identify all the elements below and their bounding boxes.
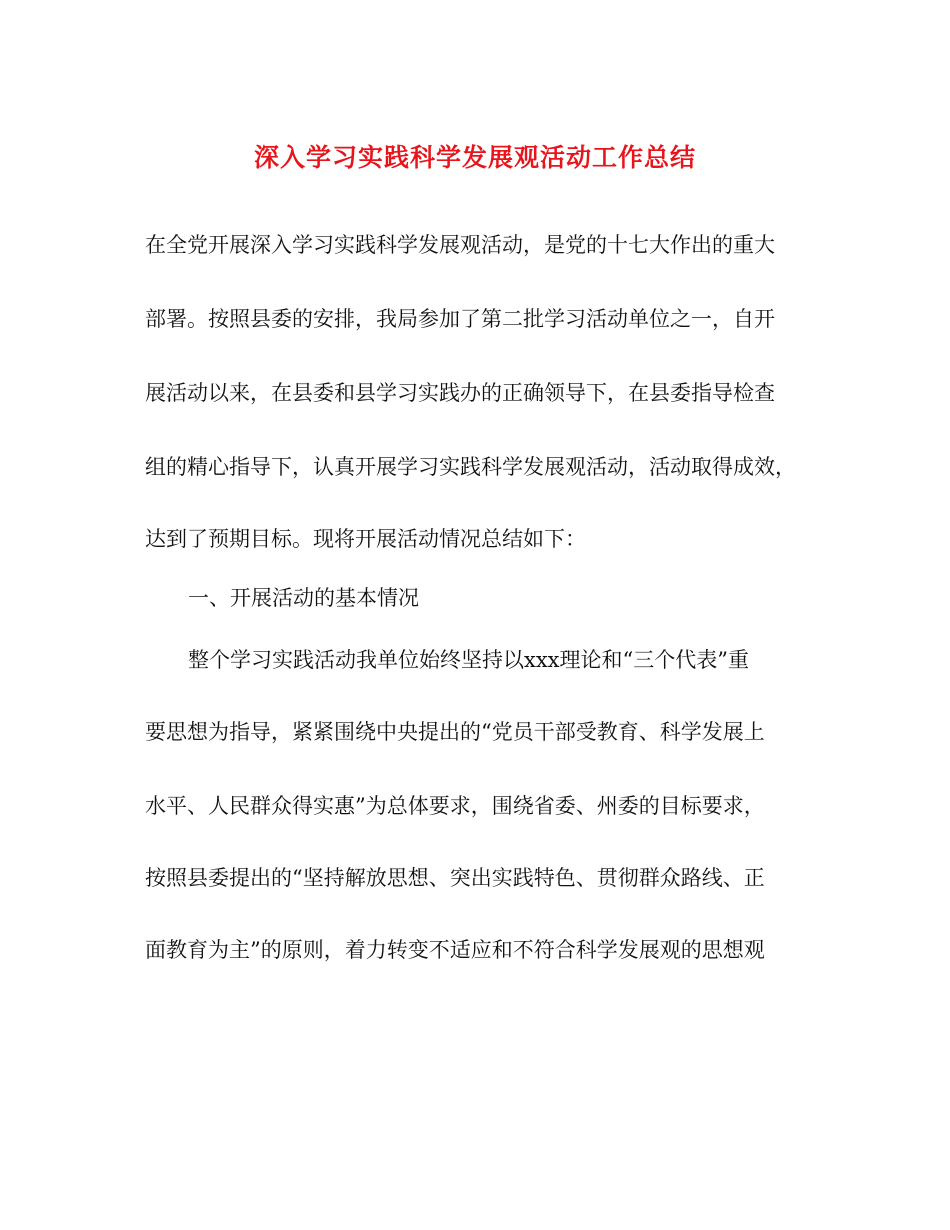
- body-line: 水平、人民群众得实惠”为总体要求，围绕省委、州委的目标要求，: [145, 794, 765, 818]
- document-title: 深入学习实践科学发展观活动工作总结: [253, 143, 696, 172]
- body-line: 展活动以来，在县委和县学习实践办的正确领导下，在县委指导检查: [145, 381, 775, 405]
- body-line: 要思想为指导，紧紧围绕中央提出的“党员干部受教育、科学发展上: [145, 720, 765, 744]
- body-line: 整个学习实践活动我单位始终坚持以xxx理论和“三个代表”重: [188, 648, 749, 672]
- body-line: 组的精心指导下，认真开展学习实践科学发展观活动，活动取得成效，: [145, 455, 796, 479]
- body-line: 面教育为主”的原则，着力转变不适应和不符合科学发展观的思想观: [145, 938, 765, 962]
- body-line: 达到了预期目标。现将开展活动情况总结如下：: [145, 527, 586, 551]
- body-line: 部署。按照县委的安排，我局参加了第二批学习活动单位之一，自开: [145, 307, 775, 331]
- body-line: 按照县委提出的“坚持解放思想、突出实践特色、贯彻群众路线、正: [145, 866, 765, 890]
- section-heading: 一、开展活动的基本情况: [188, 586, 419, 610]
- body-line: 在全党开展深入学习实践科学发展观活动，是党的十七大作出的重大: [145, 233, 775, 257]
